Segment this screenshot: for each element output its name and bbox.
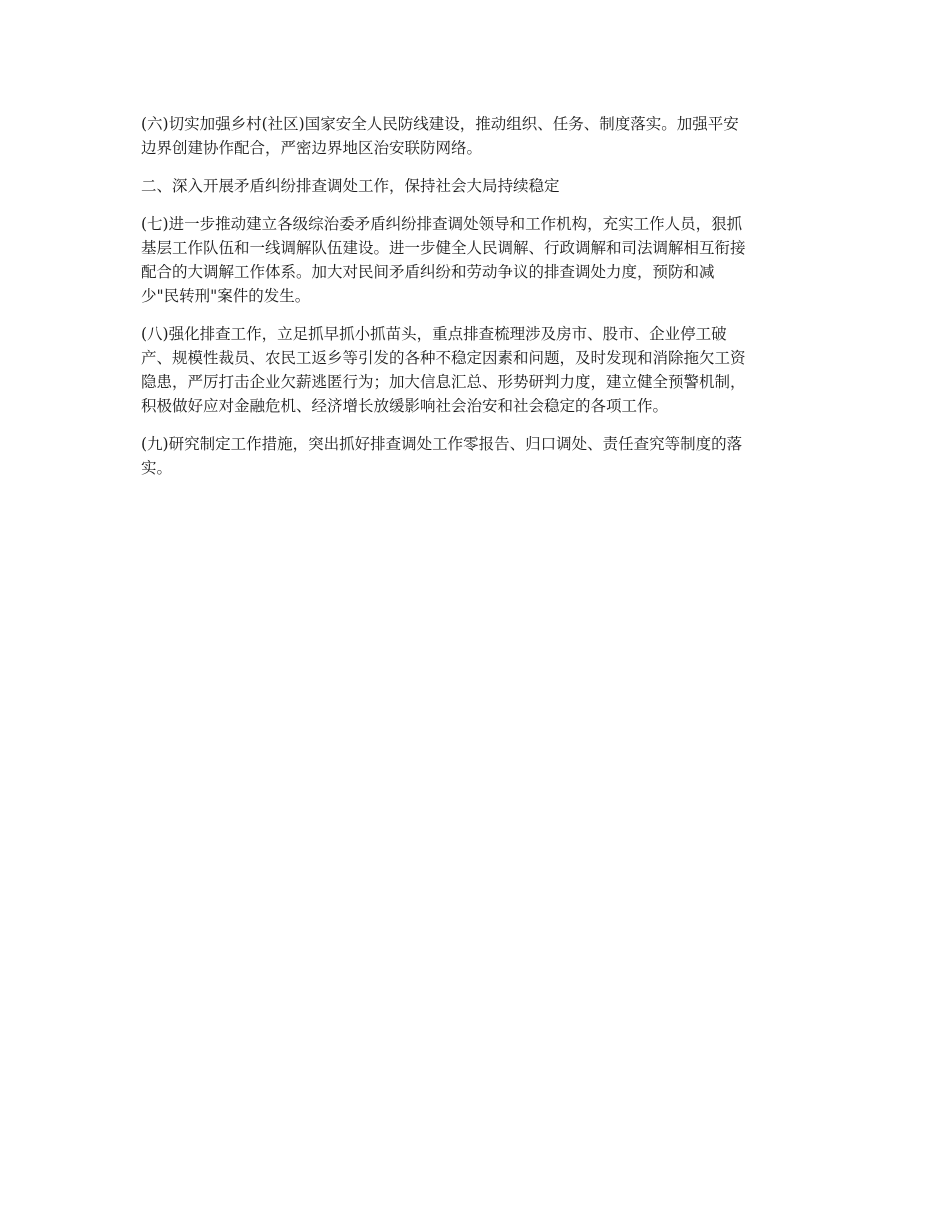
section-heading-2 xyxy=(141,174,811,198)
paragraph-line: 少"民转刑"案件的发生。 xyxy=(141,287,311,305)
paragraph-7 xyxy=(141,212,811,308)
paragraph-line: 基层工作队伍和一线调解队伍建设。进一步健全人民调解、行政调解和司法调解相互衔接 xyxy=(141,239,746,257)
paragraph-line: 实。 xyxy=(141,459,173,477)
paragraph-6 xyxy=(141,112,811,160)
document-body xyxy=(141,112,811,494)
paragraph-line: 积极做好应对金融危机、经济增长放缓影响社会治安和社会稳定的各项工作。 xyxy=(141,397,669,415)
paragraph-line: 产、规模性裁员、农民工返乡等引发的各种不稳定因素和问题，及时发现和消除拖欠工资 xyxy=(141,349,746,367)
paragraph-line: (六)切实加强乡村(社区)国家安全人民防线建设，推动组织、任务、制度落实。加强平安 xyxy=(141,115,739,133)
paragraph-line: (八)强化排查工作，立足抓早抓小抓苗头，重点排查梳理涉及房市、股市、企业停工破 xyxy=(141,325,727,343)
paragraph-9 xyxy=(141,432,811,480)
heading-line: 二、深入开展矛盾纠纷排查调处工作，保持社会大局持续稳定 xyxy=(141,177,560,195)
paragraph-line: (九)研究制定工作措施，突出抓好排查调处工作零报告、归口调处、责任查究等制度的落 xyxy=(141,435,743,453)
paragraph-line: 边界创建协作配合，严密边界地区治安联防网络。 xyxy=(141,139,483,157)
paragraph-line: 隐患，严厉打击企业欠薪逃匿行为；加大信息汇总、形势研判力度，建立健全预警机制， xyxy=(141,373,746,391)
paragraph-line: 配合的大调解工作体系。加大对民间矛盾纠纷和劳动争议的排查调处力度，预防和减 xyxy=(141,263,715,281)
paragraph-line: (七)进一步推动建立各级综治委矛盾纠纷排查调处领导和工作机构，充实工作人员，狠抓 xyxy=(141,215,743,233)
paragraph-8 xyxy=(141,322,811,418)
